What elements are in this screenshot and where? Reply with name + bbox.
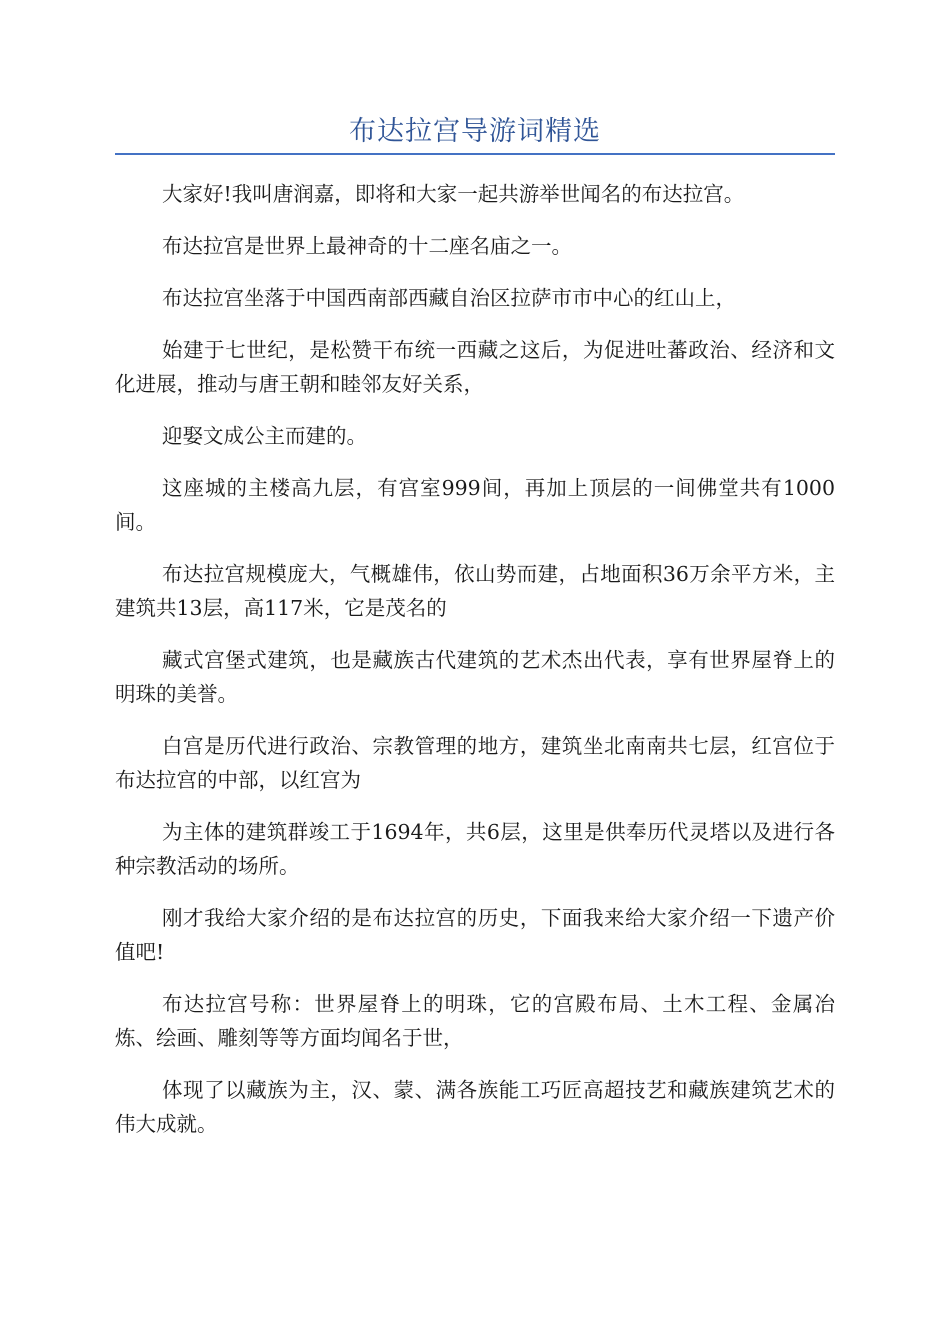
paragraph: 刚才我给大家介绍的是布达拉宫的历史，下面我来给大家介绍一下遗产价值吧! (115, 906, 835, 964)
paragraph: 为主体的建筑群竣工于1694年，共6层，这里是供奉历代灵塔以及进行各种宗教活动的场所。 (115, 820, 835, 878)
document-body (115, 177, 835, 1159)
paragraph: 布达拉宫是世界上最神奇的十二座名庙之一。 (162, 234, 572, 258)
paragraph: 这座城的主楼高九层，有宫室999间，再加上顶层的一间佛堂共有1000间。 (115, 476, 835, 534)
paragraph: 布达拉宫号称：世界屋脊上的明珠，它的宫殿布局、土木工程、金属冶炼、绘画、雕刻等等方面均闻名于世， (115, 992, 835, 1050)
paragraph: 藏式宫堡式建筑，也是藏族古代建筑的艺术杰出代表，享有世界屋脊上的明珠的美誉。 (115, 648, 835, 706)
paragraph: 布达拉宫坐落于中国西南部西藏自治区拉萨市市中心的红山上， (162, 286, 736, 310)
paragraph: 迎娶文成公主而建的。 (162, 424, 367, 448)
paragraph: 体现了以藏族为主，汉、蒙、满各族能工巧匠高超技艺和藏族建筑艺术的伟大成就。 (115, 1078, 835, 1136)
paragraph: 始建于七世纪，是松赞干布统一西藏之这后，为促进吐蕃政治、经济和文化进展，推动与唐王朝和睦邻友好关系， (115, 338, 835, 396)
paragraph: 布达拉宫规模庞大，气概雄伟，依山势而建，占地面积36万余平方米，主建筑共13层，高117米，它是茂名的 (115, 562, 835, 620)
paragraph: 白宫是历代进行政治、宗教管理的地方，建筑坐北南南共七层，红宫位于布达拉宫的中部，以红宫为 (115, 734, 835, 792)
title-underline (115, 153, 835, 155)
paragraph: 大家好!我叫唐润嘉，即将和大家一起共游举世闻名的布达拉宫。 (162, 182, 745, 206)
document-title: 布达拉宫导游词精选 (349, 116, 601, 147)
